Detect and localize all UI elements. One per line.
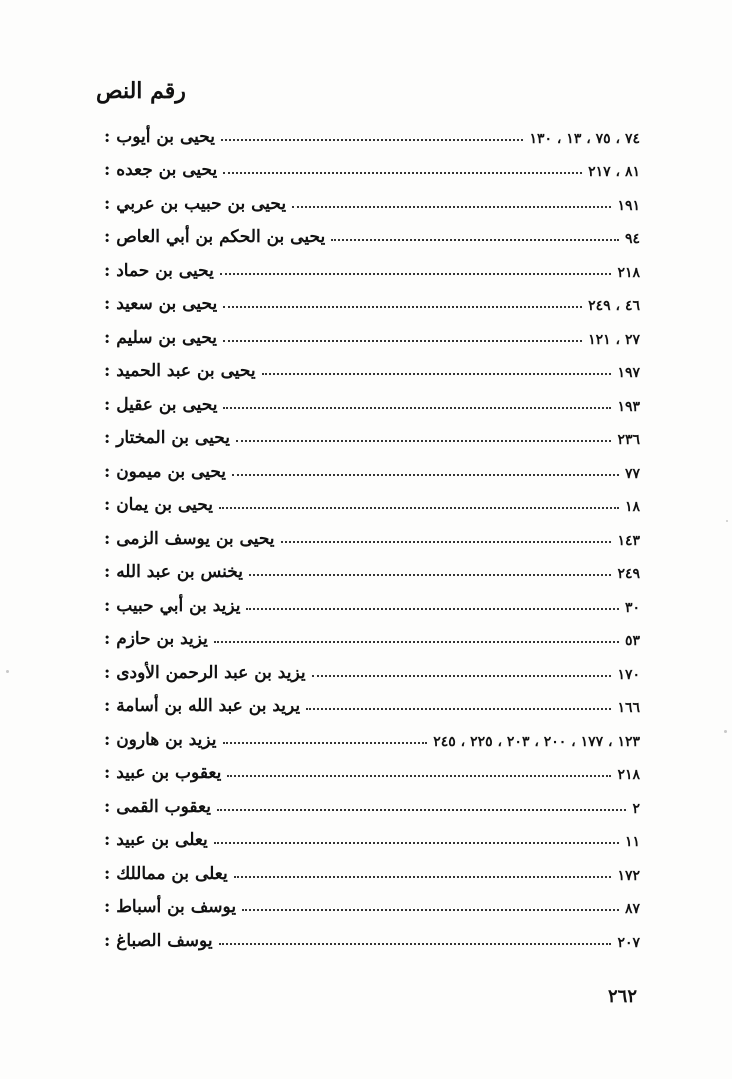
dot-leader (223, 306, 582, 308)
dot-leader (223, 742, 428, 744)
entry-references: ١٩٣ (617, 398, 640, 415)
entry-name: يعقوب القمى : (104, 796, 211, 817)
dot-leader (217, 809, 627, 811)
page-number: ٢٦٢ (608, 986, 638, 1007)
entry-references: ٩٤ (624, 231, 640, 247)
index-entry (100, 581, 640, 615)
entry-name: يحيى بن الحكم بن أبي العاص : (104, 227, 326, 247)
index-entry (100, 347, 640, 381)
index-entry (100, 414, 640, 448)
entry-name: يحيى بن عبد الحميد : (104, 361, 256, 381)
index-entry (100, 213, 640, 247)
entry-references: ٨٧ (624, 901, 640, 917)
entry-references: ٨١ ، ٢١٧ (588, 164, 640, 180)
dot-leader (219, 943, 612, 945)
entry-references: ٢٣٦ (617, 432, 640, 448)
entry-references: ٤٦ ، ٢٤٩ (588, 298, 640, 314)
index-entry (100, 615, 640, 649)
index-entry (100, 146, 640, 180)
dot-leader (223, 172, 582, 174)
entry-name: يحيى بن حماد : (104, 260, 214, 281)
index-entry (100, 682, 640, 716)
entry-name: يحيى بن يمان : (104, 495, 213, 515)
dot-leader (221, 139, 524, 141)
dot-leader (249, 574, 611, 576)
entry-name: يوسف بن أسباط : (104, 897, 237, 917)
entry-name: يحيى بن سعيد : (104, 294, 218, 314)
dot-leader (214, 842, 619, 844)
entry-references: ٢ (632, 800, 640, 817)
entry-name: يعلى بن عبيد : (104, 830, 208, 850)
dot-leader (246, 608, 618, 610)
index-entry (100, 481, 640, 515)
dot-leader (242, 909, 619, 911)
index-entry (100, 816, 640, 850)
index-entry (100, 380, 640, 414)
dot-leader (232, 474, 619, 476)
entry-references: ١٩١ (617, 197, 640, 214)
entry-references: ١١ (624, 834, 640, 850)
entry-name: يحيى بن عقيل : (104, 394, 218, 415)
index-entry (100, 514, 640, 548)
index-entry (100, 749, 640, 783)
entry-references: ٢٠٧ (617, 934, 640, 951)
index-entry (100, 548, 640, 582)
entry-name: يريد بن عبد الله بن أسامة : (104, 696, 301, 716)
entry-references: ١٨ (624, 499, 640, 515)
page-header: رقم النص (96, 78, 186, 104)
entry-name: يزيد بن عبد الرحمن الأودى : (104, 662, 306, 683)
entry-references: ٥٣ (624, 633, 640, 649)
dot-leader (223, 407, 611, 409)
index-entry (100, 849, 640, 883)
entry-references: ١٧٠ (617, 666, 640, 683)
dot-leader (234, 876, 612, 878)
scan-speck (724, 730, 727, 733)
dot-leader (220, 273, 612, 275)
entry-references: ٢١٨ (617, 264, 640, 281)
index-entry (100, 246, 640, 280)
index-entry (100, 782, 640, 816)
entry-name: يحيى بن أيوب : (104, 126, 215, 147)
entry-name: يعلى بن مماللك : (104, 863, 228, 884)
index-entry (100, 313, 640, 347)
scan-speck (6, 670, 9, 673)
dot-leader (281, 541, 612, 543)
entry-references: ١٦٦ (617, 700, 640, 716)
entry-references: ٢١٨ (617, 767, 640, 783)
dot-leader (262, 373, 612, 375)
dot-leader (219, 507, 619, 509)
index-entry (100, 112, 640, 146)
entry-references: ٧٧ (624, 465, 640, 482)
entry-name: يزيد بن أبي حبيب : (104, 595, 241, 616)
entry-name: يوسف الصباغ : (104, 930, 213, 951)
entry-references: ٢٤٩ (617, 566, 640, 582)
entry-name: يحيى بن حبيب بن عربي : (104, 193, 287, 214)
entry-name: يعقوب بن عبيد : (104, 763, 222, 783)
dot-leader (292, 206, 611, 208)
index-entry (100, 883, 640, 917)
dot-leader (227, 775, 611, 777)
entry-name: يحيى بن سليم : (104, 327, 218, 348)
index-list (100, 112, 640, 950)
entry-name: يحيى بن يوسف الزمى : (104, 528, 275, 549)
entry-references: ١٩٧ (617, 365, 640, 381)
dot-leader (306, 708, 611, 710)
dot-leader (331, 239, 619, 241)
entry-name: يحيى بن جعده : (104, 160, 218, 180)
dot-leader (236, 440, 612, 442)
entry-references: ١٢٣ ، ١٧٧ ، ٢٠٠ ، ٢٠٣ ، ٢٢٥ ، ٢٤٥ (433, 733, 640, 750)
scan-speck (726, 520, 728, 522)
dot-leader (312, 675, 612, 677)
entry-name: يحيى بن المختار : (104, 428, 230, 448)
entry-name: يحيى بن ميمون : (104, 461, 227, 482)
entry-references: ١٤٣ (617, 532, 640, 549)
dot-leader (223, 340, 582, 342)
entry-name: يزيد بن حازم : (104, 629, 208, 649)
entry-references: ٧٤ ، ٧٥ ، ١٣ ، ١٣٠ (529, 130, 640, 147)
index-entry (100, 715, 640, 749)
entry-name: يخنس بن عبد الله : (104, 562, 243, 582)
index-entry (100, 179, 640, 213)
index-entry (100, 648, 640, 682)
index-entry (100, 280, 640, 314)
index-entry (100, 916, 640, 950)
entry-references: ٣٠ (624, 599, 640, 616)
entry-references: ٢٧ ، ١٢١ (588, 331, 640, 348)
entry-references: ١٧٢ (617, 867, 640, 884)
entry-name: يزيد بن هارون : (104, 729, 217, 750)
index-entry (100, 447, 640, 481)
dot-leader (214, 641, 619, 643)
